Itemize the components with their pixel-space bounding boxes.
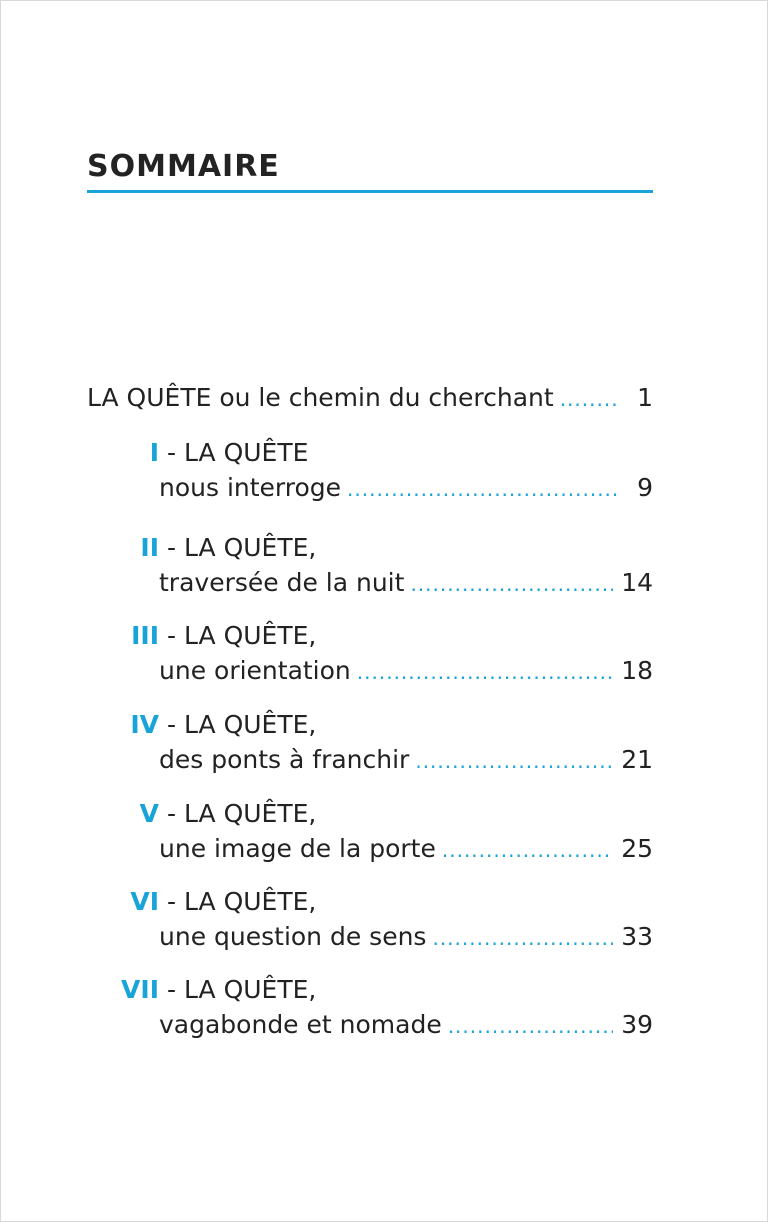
toc-entry-intro-label: LA QUÊTE ou le chemin du cherchant <box>87 383 554 412</box>
toc-entry-6[interactable] <box>87 887 653 951</box>
chapter-subtitle: une orientation <box>159 656 351 685</box>
dot-leader <box>347 477 617 501</box>
chapter-numeral: VI <box>130 887 159 916</box>
chapter-title: LA QUÊTE, <box>184 975 317 1004</box>
chapter-page-number: 33 <box>621 922 653 951</box>
chapter-title: LA QUÊTE, <box>184 799 317 828</box>
chapter-title: LA QUÊTE, <box>184 887 317 916</box>
separator-dash: - <box>167 887 177 916</box>
chapter-page-number: 9 <box>637 473 653 502</box>
chapter-subtitle: traversée de la nuit <box>159 568 405 597</box>
chapter-subtitle: nous interroge <box>159 473 342 502</box>
chapter-title: LA QUÊTE, <box>184 621 317 650</box>
separator-dash: - <box>167 621 177 650</box>
dot-leader <box>357 660 613 684</box>
chapter-numeral: II <box>140 533 159 562</box>
chapter-numeral: VII <box>121 975 159 1004</box>
title-underline <box>87 190 653 193</box>
chapter-numeral: III <box>131 621 159 650</box>
toc-entry-3[interactable] <box>87 621 653 685</box>
chapter-numeral: I <box>149 438 159 467</box>
separator-dash: - <box>167 975 177 1004</box>
separator-dash: - <box>167 710 177 739</box>
chapter-numeral: IV <box>130 710 159 739</box>
toc-entry-5[interactable] <box>87 799 653 863</box>
toc-entry-2[interactable] <box>87 533 653 597</box>
separator-dash: - <box>167 799 177 828</box>
chapter-title: LA QUÊTE, <box>184 533 317 562</box>
separator-dash: - <box>167 438 177 467</box>
chapter-page-number: 25 <box>621 834 653 863</box>
chapter-subtitle: vagabonde et nomade <box>159 1010 442 1039</box>
chapter-title: LA QUÊTE <box>184 438 309 467</box>
dot-leader <box>432 926 613 950</box>
page-title: SOMMAIRE <box>87 149 280 184</box>
chapter-subtitle: une image de la porte <box>159 834 436 863</box>
chapter-title: LA QUÊTE, <box>184 710 317 739</box>
toc-entry-intro-page: 1 <box>637 383 653 412</box>
dot-leader <box>415 749 613 773</box>
dot-leader <box>448 1014 613 1038</box>
chapter-page-number: 21 <box>621 745 653 774</box>
toc-entry-4[interactable] <box>87 710 653 774</box>
chapter-page-number: 39 <box>621 1010 653 1039</box>
chapter-page-number: 18 <box>621 656 653 685</box>
toc-entry-1[interactable] <box>87 438 653 502</box>
toc-entry-intro[interactable] <box>87 383 653 412</box>
chapter-subtitle: des ponts à franchir <box>159 745 410 774</box>
chapter-page-number: 14 <box>621 568 653 597</box>
chapter-numeral: V <box>139 799 159 828</box>
dot-leader <box>560 387 617 411</box>
dot-leader <box>410 572 613 596</box>
separator-dash: - <box>167 533 177 562</box>
toc-entry-7[interactable] <box>87 975 653 1039</box>
chapter-subtitle: une question de sens <box>159 922 427 951</box>
dot-leader <box>442 838 613 862</box>
